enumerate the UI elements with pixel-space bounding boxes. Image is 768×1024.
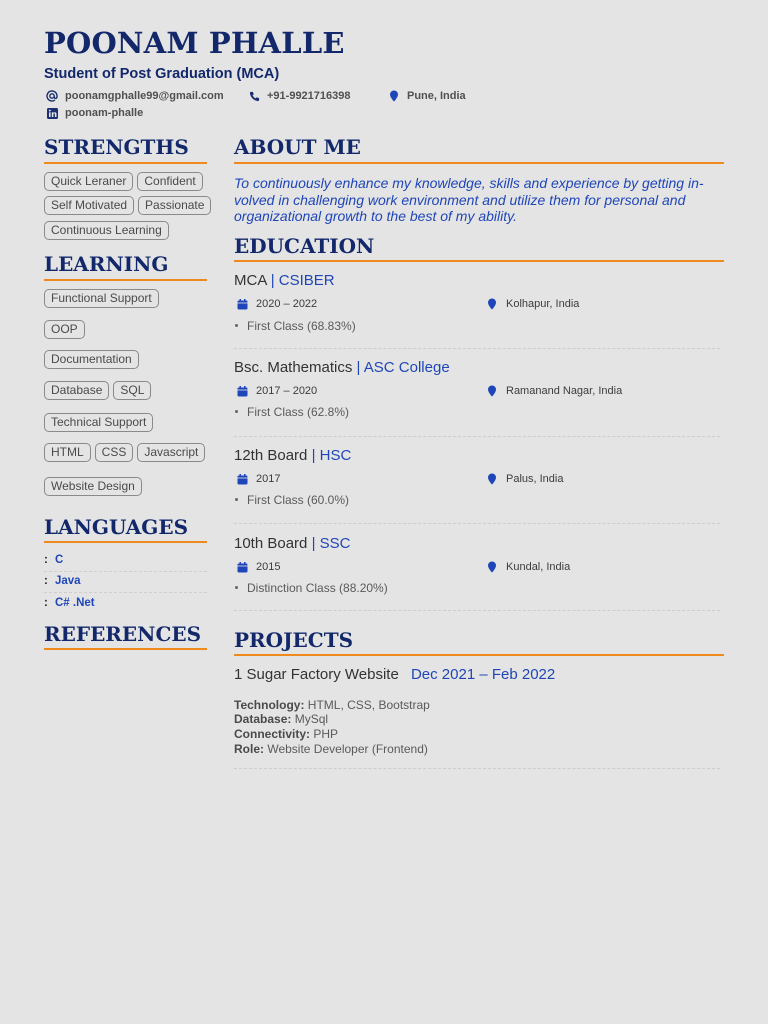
strength-tag: Self Motivated	[44, 196, 134, 215]
learning-row	[44, 289, 159, 308]
contact-location	[387, 90, 466, 102]
map-pin-icon	[486, 385, 498, 397]
strengths-row	[44, 172, 203, 191]
map-pin-icon	[486, 561, 498, 573]
strengths-row	[44, 196, 211, 215]
linkedin-text: poonam-phalle	[65, 107, 144, 119]
project-role	[234, 742, 428, 756]
strength-tag: Quick Leraner	[44, 172, 133, 191]
bullet-dot	[235, 586, 238, 589]
connectivity-value: PHP	[313, 727, 339, 741]
learning-tag: CSS	[95, 443, 134, 462]
education-divider	[234, 610, 720, 611]
strength-tag: Passionate	[138, 196, 211, 215]
project-divider	[234, 768, 720, 769]
strength-tag: Continuous Learning	[44, 221, 169, 240]
technology-label: Technology:	[234, 698, 305, 712]
contact-email[interactable]	[45, 90, 224, 102]
institution: | ASC College	[356, 359, 450, 376]
education-place	[486, 385, 622, 397]
about-rule	[234, 162, 724, 164]
language-value: C	[55, 554, 64, 566]
learning-tag: Technical Support	[44, 413, 153, 432]
learning-row	[44, 381, 151, 400]
calendar-icon	[236, 385, 248, 397]
learning-tag: Functional Support	[44, 289, 159, 308]
learning-tag: HTML	[44, 443, 91, 462]
learning-tag: Javascript	[137, 443, 205, 462]
language-colon: :	[44, 575, 48, 587]
bullet-dot	[235, 498, 238, 501]
calendar-icon	[236, 561, 248, 573]
years-text: 2020 – 2022	[256, 298, 318, 310]
education-place	[486, 473, 563, 485]
education-result	[235, 319, 356, 333]
language-item	[44, 597, 95, 609]
learning-row	[44, 477, 142, 496]
education-heading: EDUCATION	[234, 234, 375, 258]
project-database	[234, 712, 328, 726]
language-colon: :	[44, 597, 48, 609]
references-rule	[44, 648, 207, 650]
learning-row	[44, 350, 139, 369]
phone-icon	[247, 90, 261, 102]
years-text: 2015	[256, 561, 281, 573]
education-divider	[234, 436, 720, 437]
strength-tag: Confident	[137, 172, 202, 191]
projects-rule	[234, 654, 724, 656]
result-text: First Class (60.0%)	[247, 493, 350, 507]
technology-value: HTML, CSS, Bootstrap	[307, 698, 430, 712]
project-dates: Dec 2021 – Feb 2022	[410, 666, 556, 683]
education-result	[235, 493, 349, 507]
place-text: Ramanand Nagar, India	[506, 385, 623, 397]
strengths-heading: STRENGTHS	[44, 135, 189, 159]
education-entry-title	[234, 447, 351, 464]
map-pin-icon	[387, 90, 401, 102]
contact-phone[interactable]	[247, 90, 351, 102]
education-entry-title	[234, 359, 450, 376]
project-technology	[234, 698, 430, 712]
candidate-subtitle: Student of Post Graduation (MCA)	[44, 66, 280, 82]
education-result	[235, 581, 388, 595]
linkedin-icon	[45, 107, 59, 119]
learning-tag: Database	[44, 381, 109, 400]
education-result	[235, 405, 349, 419]
about-text: To continuously enhance my knowledge, skills and experience by getting in-volved in challenging work environment and utilize them for personal and organizational growth to the best of my ability.	[234, 175, 704, 224]
education-entry-title	[234, 535, 350, 552]
learning-row	[44, 320, 85, 339]
bullet-dot	[235, 324, 238, 327]
degree: Bsc. Mathematics	[234, 359, 357, 376]
about-heading: ABOUT ME	[234, 135, 361, 159]
institution: | HSC	[311, 447, 352, 464]
learning-rule	[44, 279, 207, 281]
learning-row	[44, 413, 153, 432]
language-value: C# .Net	[55, 597, 95, 609]
phone-text: +91-9921716398	[267, 90, 351, 102]
result-text: First Class (68.83%)	[247, 319, 356, 333]
role-value: Website Developer (Frontend)	[267, 742, 428, 756]
degree: 12th Board	[234, 447, 308, 464]
references-heading: REFERENCES	[44, 622, 202, 646]
language-divider	[44, 571, 207, 572]
education-years	[236, 473, 280, 485]
education-place	[486, 298, 579, 310]
project-connectivity	[234, 727, 338, 741]
role-label: Role:	[234, 742, 264, 756]
at-icon	[45, 90, 59, 102]
calendar-icon	[236, 473, 248, 485]
institution: | SSC	[311, 535, 351, 552]
language-item	[44, 575, 81, 587]
language-colon: :	[44, 554, 48, 566]
education-rule	[234, 260, 724, 262]
place-text: Kolhapur, India	[506, 298, 580, 310]
education-years	[236, 385, 317, 397]
languages-heading: LANGUAGES	[44, 515, 189, 539]
language-value: Java	[55, 575, 81, 587]
languages-rule	[44, 541, 207, 543]
database-label: Database:	[234, 712, 292, 726]
learning-tag: Website Design	[44, 477, 142, 496]
location-text: Pune, India	[407, 90, 466, 102]
place-text: Kundal, India	[506, 561, 571, 573]
learning-tag: OOP	[44, 320, 85, 339]
database-value: MySql	[294, 712, 329, 726]
calendar-icon	[236, 298, 248, 310]
place-text: Palus, India	[506, 473, 564, 485]
email-text: poonamgphalle99@gmail.com	[65, 90, 224, 102]
strengths-rule	[44, 162, 207, 164]
education-divider	[234, 523, 720, 524]
contact-linkedin[interactable]	[45, 107, 143, 119]
years-text: 2017 – 2020	[256, 385, 318, 397]
learning-tag: Documentation	[44, 350, 139, 369]
strengths-row	[44, 221, 169, 240]
education-place	[486, 561, 570, 573]
years-text: 2017	[256, 473, 281, 485]
learning-tag: SQL	[113, 381, 151, 400]
learning-heading: LEARNING	[44, 252, 169, 276]
candidate-name: POONAM PHALLE	[44, 26, 345, 60]
project-name: 1 Sugar Factory Website	[234, 666, 399, 683]
degree: MCA	[234, 272, 267, 289]
institution: | CSIBER	[270, 272, 335, 289]
education-entry-title	[234, 272, 335, 289]
degree: 10th Board	[234, 535, 308, 552]
map-pin-icon	[486, 473, 498, 485]
connectivity-label: Connectivity:	[234, 727, 311, 741]
projects-heading: PROJECTS	[234, 628, 354, 652]
result-text: Distinction Class (88.20%)	[247, 581, 388, 595]
map-pin-icon	[486, 298, 498, 310]
language-item	[44, 554, 63, 566]
education-divider	[234, 348, 720, 349]
education-years	[236, 298, 317, 310]
education-years	[236, 561, 280, 573]
result-text: First Class (62.8%)	[247, 405, 350, 419]
bullet-dot	[235, 410, 238, 413]
project-title	[234, 666, 555, 683]
learning-row	[44, 443, 205, 462]
language-divider	[44, 592, 207, 593]
